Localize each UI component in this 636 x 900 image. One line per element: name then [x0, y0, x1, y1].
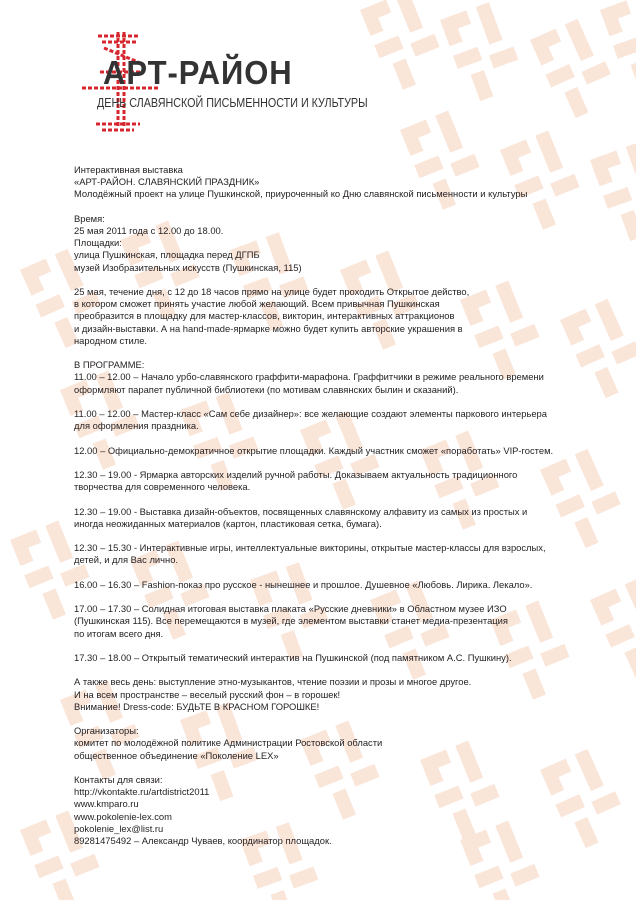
- announcement-body: [74, 164, 594, 847]
- contact-email[interactable]: pokolenie_lex@list.ru: [74, 822, 164, 834]
- description-line: преобразится в площадку для мастер-классов, викторин, интерактивных аттракционов: [74, 310, 455, 322]
- contacts-label: Контакты для связи:: [74, 773, 163, 785]
- organizers-label: Организаторы:: [74, 725, 139, 737]
- venues-label: Площадки:: [74, 237, 122, 249]
- venue-item: улица Пушкинская, площадка перед ДГПБ: [74, 249, 260, 261]
- contact-link[interactable]: www.pokolenie-lex.com: [74, 810, 172, 822]
- program-item: творчества для современного человека.: [74, 481, 251, 493]
- program-item: 12.30 – 19.00 - Ярмарка авторских изделий ручной работы. Доказываем актуальность традиционного: [74, 468, 518, 480]
- extras-line: И на всем пространстве – веселый русский фон – в горошек!: [74, 688, 341, 700]
- program-item: для оформления праздника.: [74, 420, 199, 432]
- program-item: 11.00 – 12.00 – Мастер-класс «Сам себе дизайнер»: все желающие создают элементы паркового интерьера: [74, 408, 547, 419]
- description-line: и дизайн-выставки. А на hand-made-ярмарке можно будет купить авторские украшения в: [74, 322, 463, 334]
- program-item: (Пушкинская 115). Все перемещаются в музей, где элементом выставки станет медиа-презентация: [74, 615, 508, 627]
- dress-code-line: Внимание! Dress-code: БУДЬТЕ В КРАСНОМ ГОРОШКЕ!: [74, 700, 320, 712]
- program-item: 12.00 – Официально-демократичное открытие площадки. Каждый участник сможет «поработать» VIP-гостем.: [74, 444, 554, 456]
- organizer-item: общественное объединение «Поколение LEX»: [74, 749, 279, 761]
- venue-item: музей Изобразительных искусств (Пушкинская, 115): [74, 261, 302, 273]
- time-value: 25 мая 2011 года с 12.00 до 18.00.: [74, 225, 224, 236]
- description-line: народном стиле.: [74, 334, 148, 346]
- program-item: иногда неожиданных материалов (картон, пластиковая сетка, бумага).: [74, 517, 382, 529]
- organizer-item: комитет по молодёжной политике Администрации Ростовской области: [74, 737, 383, 749]
- program-item: 17.30 – 18.00 – Открытый тематический интерактив на Пушкинской (под памятником А.С. Пушкину).: [74, 651, 512, 663]
- program-item: 12.30 – 19.00 - Выставка дизайн-объектов, посвященных славянскому алфавиту из самых из простых и: [74, 505, 528, 517]
- contact-link[interactable]: http://vkontakte.ru/artdistrict2011: [74, 786, 210, 798]
- extras-line: А также весь день: выступление этно-музыкантов, чтение поэзии и прозы и многое другое.: [74, 676, 472, 688]
- program-item: 11.00 – 12.00 – Начало урбо-славянского граффити-марафона. Граффитчики в режиме реального времени: [74, 371, 544, 383]
- program-item: по итогам всего дня.: [74, 627, 164, 639]
- program-heading: В ПРОГРАММЕ:: [74, 359, 145, 371]
- intro-line: Молодёжный проект на улице Пушкинской, приуроченный ко Дню славянской письменности и культуры: [74, 188, 528, 200]
- program-item: 12.30 – 15.30 - Интерактивные игры, интеллектуальные викторины, открытые мастер-классы для взрослых,: [74, 542, 546, 554]
- program-item: 16.00 – 16.30 – Fashion-показ про русское - нынешнее и прошлое. Душевное «Любовь. Лирика. Лекало».: [74, 578, 533, 590]
- contact-link[interactable]: www.kmparo.ru: [74, 798, 139, 810]
- program-item: оформляют парапет публичной библиотеки (по мотивам славянских былин и сказаний).: [74, 383, 459, 395]
- logo-title: АРТ-РАЙОН: [103, 54, 293, 91]
- time-label: Время:: [74, 212, 105, 224]
- program-item: 17.00 – 17.30 – Солидная итоговая выставка плаката «Русские дневники» в Областном музее ИЗО: [74, 603, 507, 615]
- description-line: в котором сможет принять участие любой желающий. Всем привычная Пушкинская: [74, 298, 440, 310]
- event-title: «АРТ-РАЙОН. СЛАВЯНСКИЙ ПРАЗДНИК»: [74, 176, 260, 188]
- program-item: детей, и для Вас лично.: [74, 554, 179, 566]
- contact-phone: 89281475492 – Александр Чуваев, координатор площадок.: [74, 834, 332, 846]
- intro-line: Интерактивная выставка: [74, 164, 183, 175]
- logo-subtitle: ДЕНЬ СЛАВЯНСКОЙ ПИСЬМЕННОСТИ И КУЛЬТУРЫ: [97, 96, 368, 110]
- description-line: 25 мая, течение дня, с 12 до 18 часов прямо на улице будет проходить Открытое действо,: [74, 286, 470, 297]
